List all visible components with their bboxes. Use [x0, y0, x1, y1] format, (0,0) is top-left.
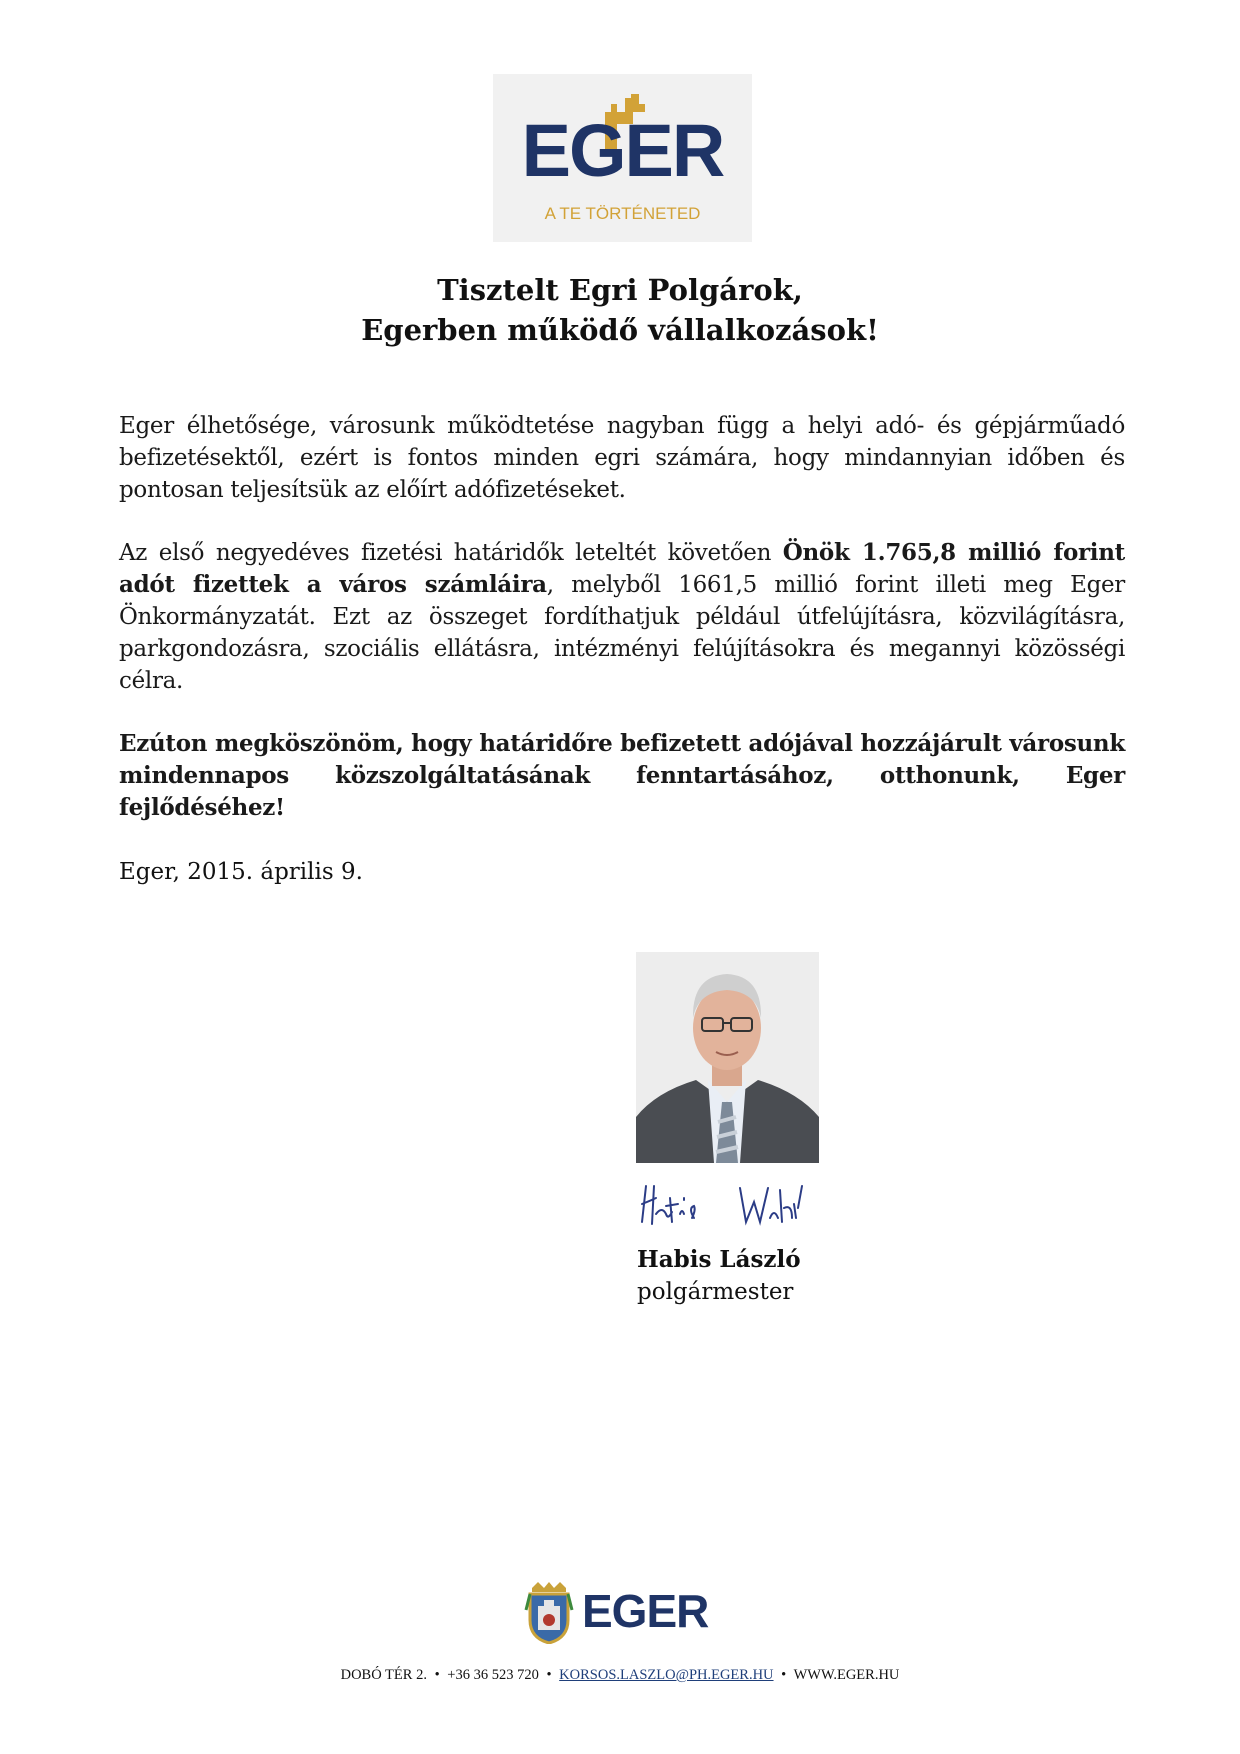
footer-website: WWW.EGER.HU: [793, 1667, 900, 1683]
logo-brand-text: EGER: [521, 109, 724, 192]
signer-name: Habis László: [637, 1246, 801, 1273]
heading-line-1: Tisztelt Egri Polgárok,: [437, 273, 803, 307]
footer-address: DOBÓ TÉR 2.: [340, 1667, 427, 1683]
paragraph-2: [119, 537, 1125, 697]
footer-phone: +36 36 523 720: [447, 1667, 539, 1683]
signer-title: polgármester: [637, 1279, 794, 1305]
paragraph-3-thanks: Ezúton megköszönöm, hogy határidőre befizetett adójával hozzájárult városunk mindennapos közszolgáltatásának fenntartásához, otthonunk, Eger fejlődéséhez!: [119, 730, 1125, 821]
footer-logo-brand-text: EGER: [582, 1585, 709, 1637]
footer-separator: •: [781, 1667, 787, 1683]
eger-footer-logo: [524, 1580, 724, 1646]
eger-logo: [493, 74, 752, 242]
letter-date: Eger, 2015. április 9.: [119, 859, 363, 885]
footer-separator: •: [546, 1667, 552, 1683]
heading-line-2: Egerben működő vállalkozások!: [361, 313, 879, 347]
mayor-portrait-photo: [636, 952, 819, 1163]
logo-tagline: A TE TÖRTÉNETED: [544, 204, 701, 223]
footer-contact-line: [0, 1667, 1240, 1684]
footer-email-link[interactable]: KORSOS.LASZLO@PH.EGER.HU: [559, 1667, 774, 1683]
paragraph-2-intro: Az első negyedéves fizetési határidők leteltét követően: [119, 540, 783, 566]
coat-of-arms-icon: [524, 1580, 574, 1644]
handwritten-signature: [636, 1178, 816, 1230]
paragraph-1: Eger élhetősége, városunk működtetése nagyban függ a helyi adó- és gépjárműadó befizetésektől, ezért is fontos minden egri számára, hogy mindannyian időben és pontosan teljesítsük az előírt adófizetéseket.: [119, 413, 1125, 503]
footer-separator: •: [434, 1667, 440, 1683]
paragraph-2-highlight: Önök 1.765,8 millió forint adót fizettek a város számláira: [119, 539, 1125, 598]
paragraph-2-rest: , melyből 1661,5 millió forint illeti meg Eger Önkormányzatát. Ezt az összeget fordíthatjuk például útfelújításra, közvilágításra, parkgondozásra, szociális ellátásra, intézményi felújításokra és megannyi közösségi célra.: [119, 572, 1125, 694]
letter-heading: [120, 270, 1120, 350]
